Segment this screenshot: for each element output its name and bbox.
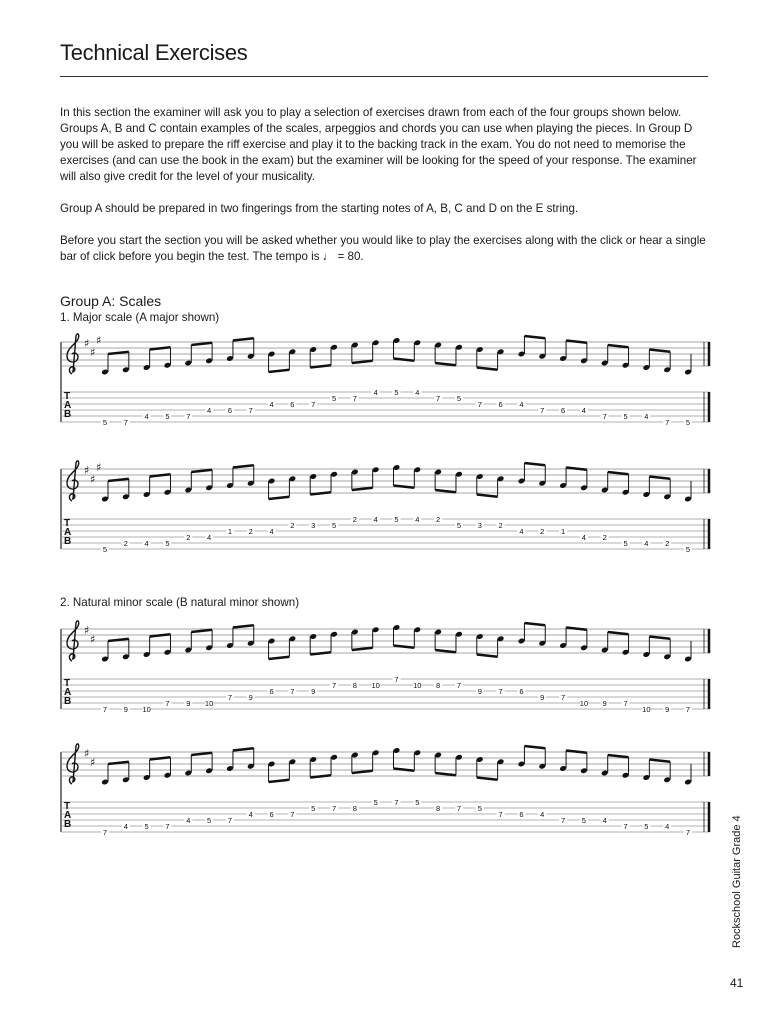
beam: [608, 755, 629, 757]
tab-fret-number: 4: [248, 810, 253, 819]
beam: [524, 336, 545, 338]
tab-fret-number: 5: [685, 418, 691, 427]
tab-fret-number: 5: [477, 804, 482, 813]
tab-fret-number: 4: [269, 527, 274, 536]
beam: [608, 472, 629, 474]
tab-fret-number: 7: [331, 681, 337, 690]
tab-fret-number: 4: [540, 810, 545, 819]
tab-fret-number: 7: [560, 693, 566, 702]
tab-fret-number: 1: [560, 527, 566, 536]
beam: [269, 657, 290, 659]
tab-fret-number: 2: [498, 521, 503, 530]
tab-fret-number: 7: [456, 681, 462, 690]
tab-fret-number: 8: [352, 804, 357, 813]
tab-fret-number: 7: [165, 822, 170, 831]
beam: [352, 361, 373, 363]
tab-fret-number: 4: [207, 533, 212, 542]
tab-fret-number: 5: [394, 515, 399, 524]
tab-fret-number: 7: [123, 418, 128, 427]
tempo-paragraph: Before you start the section you will be asked whether you would like to play the exercises along with the click or hear a single bar of click before you begin the test. The tempo is ♩ = 80.: [60, 234, 706, 263]
tab-clef-letter: B: [64, 536, 72, 547]
intro-paragraph: In this section the examiner will ask you to play a selection of exercises drawn from each of the four groups shown below. Groups A, B and C contain examples of the scales, arpeggios and chords you can use when playing the pieces. In Group D you will be asked to prepare the riff exercise and play it to the backing track in the exam. You do not need to memorise the exercises (and can use the book in the exam) but the examiner will be looking for the speed of your response. The examiner will also give credit for the level of your musicality.: [60, 106, 697, 183]
tab-fret-number: 7: [227, 693, 233, 702]
tab-fret-number: 2: [290, 521, 295, 530]
tab-fret-number: 2: [248, 527, 253, 536]
tab-fret-number: 4: [269, 400, 274, 409]
tab-fret-number: 7: [623, 822, 628, 831]
beam: [435, 773, 456, 775]
group-a-heading: Group A: Scales: [60, 293, 162, 309]
tab-fret-number: 3: [311, 521, 316, 530]
tab-fret-number: 4: [665, 822, 670, 831]
sharp-icon: ♯: [90, 756, 96, 769]
beam: [269, 780, 290, 782]
tab-fret-number: 10: [642, 705, 651, 714]
beam: [394, 646, 415, 648]
tab-fret-number: 5: [644, 822, 649, 831]
beam: [150, 474, 171, 476]
beam: [352, 771, 373, 773]
tab-clef-letter: A: [64, 687, 72, 698]
tab-fret-number: 6: [560, 406, 566, 415]
tab-fret-number: 9: [602, 699, 607, 708]
tab-fret-number: 4: [373, 388, 378, 397]
tab-fret-number: 5: [394, 388, 399, 397]
tab-fret-number: 6: [498, 400, 503, 409]
sharp-icon: ♯: [84, 624, 90, 637]
tab-fret-number: 7: [165, 699, 170, 708]
tab-fret-number: 5: [165, 539, 170, 548]
tab-clef-letter: T: [64, 518, 71, 529]
tab-fret-number: 7: [394, 798, 399, 807]
tab-fret-number: 5: [415, 798, 420, 807]
tab-fret-number: 10: [579, 699, 589, 708]
tab-fret-number: 9: [186, 699, 191, 708]
tab-clef-letter: B: [64, 696, 72, 707]
tab-fret-number: 9: [311, 687, 316, 696]
tab-fret-number: 5: [207, 816, 212, 825]
tab-fret-number: 9: [665, 705, 670, 714]
beam: [191, 470, 212, 472]
major-scale-caption: 1. Major scale (A major shown): [60, 311, 220, 324]
tab-fret-number: 4: [581, 406, 586, 415]
beam: [608, 632, 629, 634]
tab-fret-number: 4: [602, 816, 607, 825]
beam: [150, 757, 171, 759]
tab-fret-number: 5: [456, 394, 462, 403]
tab-clef-letter: A: [64, 400, 72, 411]
tab-fret-number: 7: [331, 804, 337, 813]
beam: [524, 463, 545, 465]
tab-fret-number: 7: [352, 394, 357, 403]
tab-fret-number: 6: [269, 687, 274, 696]
notation-system: [60, 619, 712, 719]
tab-fret-number: 9: [123, 705, 128, 714]
tab-fret-number: 6: [519, 810, 524, 819]
beam: [435, 363, 456, 365]
sharp-icon: ♯: [90, 473, 96, 486]
tab-fret-number: 5: [623, 412, 628, 421]
tab-fret-number: 6: [290, 400, 295, 409]
beam: [477, 368, 498, 370]
beam: [608, 345, 629, 347]
page-title: Technical Exercises: [60, 40, 248, 65]
tab-fret-number: 4: [123, 822, 128, 831]
beam: [191, 630, 212, 632]
beam: [310, 775, 331, 777]
beam: [649, 637, 670, 639]
tab-fret-number: 7: [456, 804, 462, 813]
tab-fret-number: 5: [311, 804, 316, 813]
tab-fret-number: 5: [331, 521, 337, 530]
beam: [566, 468, 587, 470]
tab-fret-number: 7: [102, 828, 108, 837]
beam: [352, 488, 373, 490]
sharp-icon: ♯: [96, 461, 102, 474]
tab-fret-number: 7: [602, 412, 607, 421]
beam: [191, 753, 212, 755]
tab-fret-number: 8: [436, 804, 441, 813]
beam: [269, 370, 290, 372]
tab-fret-number: 5: [165, 412, 170, 421]
tab-fret-number: 10: [142, 705, 151, 714]
beam: [310, 492, 331, 494]
tab-fret-number: 4: [415, 388, 420, 397]
tab-fret-number: 7: [394, 675, 399, 684]
minor-scale-caption: 2. Natural minor scale (B natural minor shown): [60, 596, 300, 609]
page-number: 41: [730, 976, 744, 990]
tab-fret-number: 6: [519, 687, 524, 696]
tab-fret-number: 7: [186, 412, 191, 421]
tab-clef-letter: A: [64, 810, 72, 821]
tab-fret-number: 3: [477, 521, 482, 530]
notation-system: [60, 459, 712, 559]
tab-fret-number: 4: [207, 406, 212, 415]
beam: [269, 497, 290, 499]
tab-clef-letter: B: [64, 409, 72, 420]
tab-fret-number: 7: [227, 816, 233, 825]
tab-fret-number: 2: [665, 539, 670, 548]
tab-fret-number: 10: [413, 681, 422, 690]
group-a-paragraph: Group A should be prepared in two fingerings from the starting notes of A, B, C and D on the E string.: [60, 202, 579, 215]
tab-clef-letter: B: [64, 819, 72, 830]
tab-fret-number: 5: [581, 816, 586, 825]
tab-fret-number: 2: [352, 515, 357, 524]
tab-fret-number: 7: [436, 394, 441, 403]
tab-fret-number: 7: [498, 810, 503, 819]
beam: [435, 650, 456, 652]
beam: [394, 359, 415, 361]
tab-fret-number: 5: [102, 418, 108, 427]
beam: [310, 365, 331, 367]
tab-fret-number: 6: [269, 810, 274, 819]
beam: [150, 347, 171, 349]
tab-fret-number: 4: [644, 539, 649, 548]
beam: [233, 338, 254, 340]
tab-fret-number: 5: [456, 521, 462, 530]
tab-fret-number: 8: [436, 681, 441, 690]
tab-fret-number: 10: [371, 681, 380, 690]
tab-fret-number: 7: [623, 699, 628, 708]
tab-fret-number: 9: [248, 693, 253, 702]
beam: [191, 343, 212, 345]
title-divider: [60, 76, 708, 77]
tab-fret-number: 10: [204, 699, 214, 708]
sharp-icon: ♯: [96, 334, 102, 347]
tab-fret-number: 7: [248, 406, 253, 415]
tab-fret-number: 2: [186, 533, 191, 542]
sharp-icon: ♯: [84, 337, 90, 350]
tab-fret-number: 5: [144, 822, 149, 831]
tab-fret-number: 6: [227, 406, 233, 415]
tab-fret-number: 1: [227, 527, 233, 536]
sharp-icon: ♯: [84, 747, 90, 760]
sharp-icon: ♯: [84, 464, 90, 477]
tab-fret-number: 4: [186, 816, 191, 825]
notation-system: [60, 332, 712, 432]
tab-fret-number: 5: [331, 394, 337, 403]
notation-system: [60, 742, 712, 842]
tab-fret-number: 7: [311, 400, 316, 409]
beam: [566, 341, 587, 343]
tab-clef-letter: A: [64, 527, 72, 538]
tab-fret-number: 2: [436, 515, 441, 524]
tab-fret-number: 7: [290, 687, 295, 696]
tab-fret-number: 7: [665, 418, 670, 427]
tab-clef-letter: T: [64, 801, 71, 812]
tab-fret-number: 4: [519, 400, 524, 409]
beam: [649, 350, 670, 352]
tab-fret-number: 4: [581, 533, 586, 542]
beam: [566, 628, 587, 630]
tab-clef-letter: T: [64, 391, 71, 402]
tab-fret-number: 7: [685, 705, 691, 714]
beam: [394, 486, 415, 488]
tab-fret-number: 4: [373, 515, 378, 524]
tab-fret-number: 2: [123, 539, 128, 548]
beam: [649, 760, 670, 762]
tab-fret-number: 9: [540, 693, 545, 702]
tab-fret-number: 2: [602, 533, 607, 542]
beam: [649, 477, 670, 479]
beam: [233, 625, 254, 627]
tab-fret-number: 4: [144, 539, 149, 548]
beam: [477, 655, 498, 657]
tab-fret-number: 7: [560, 816, 566, 825]
tab-fret-number: 2: [540, 527, 545, 536]
tab-clef-letter: T: [64, 678, 71, 689]
tab-fret-number: 5: [373, 798, 378, 807]
beam: [477, 778, 498, 780]
beam: [477, 495, 498, 497]
sharp-icon: ♯: [90, 633, 96, 646]
beam: [233, 465, 254, 467]
tab-fret-number: 7: [477, 400, 482, 409]
tab-fret-number: 8: [352, 681, 357, 690]
tab-fret-number: 4: [519, 527, 524, 536]
tab-fret-number: 5: [623, 539, 628, 548]
tab-fret-number: 7: [498, 687, 503, 696]
beam: [233, 748, 254, 750]
beam: [310, 652, 331, 654]
beam: [566, 751, 587, 753]
beam: [394, 769, 415, 771]
tab-fret-number: 4: [415, 515, 420, 524]
tab-fret-number: 9: [477, 687, 482, 696]
book-title-sidebar: Rockschool Guitar Grade 4: [731, 815, 743, 948]
beam: [352, 648, 373, 650]
tab-fret-number: 7: [102, 705, 108, 714]
sharp-icon: ♯: [90, 346, 96, 359]
beam: [524, 623, 545, 625]
tab-fret-number: 4: [144, 412, 149, 421]
beam: [524, 746, 545, 748]
beam: [150, 634, 171, 636]
tab-fret-number: 7: [290, 810, 295, 819]
beam: [435, 490, 456, 492]
tab-fret-number: 7: [540, 406, 545, 415]
tab-fret-number: 5: [685, 545, 691, 554]
tab-fret-number: 7: [685, 828, 691, 837]
tab-fret-number: 4: [644, 412, 649, 421]
tab-fret-number: 5: [102, 545, 108, 554]
